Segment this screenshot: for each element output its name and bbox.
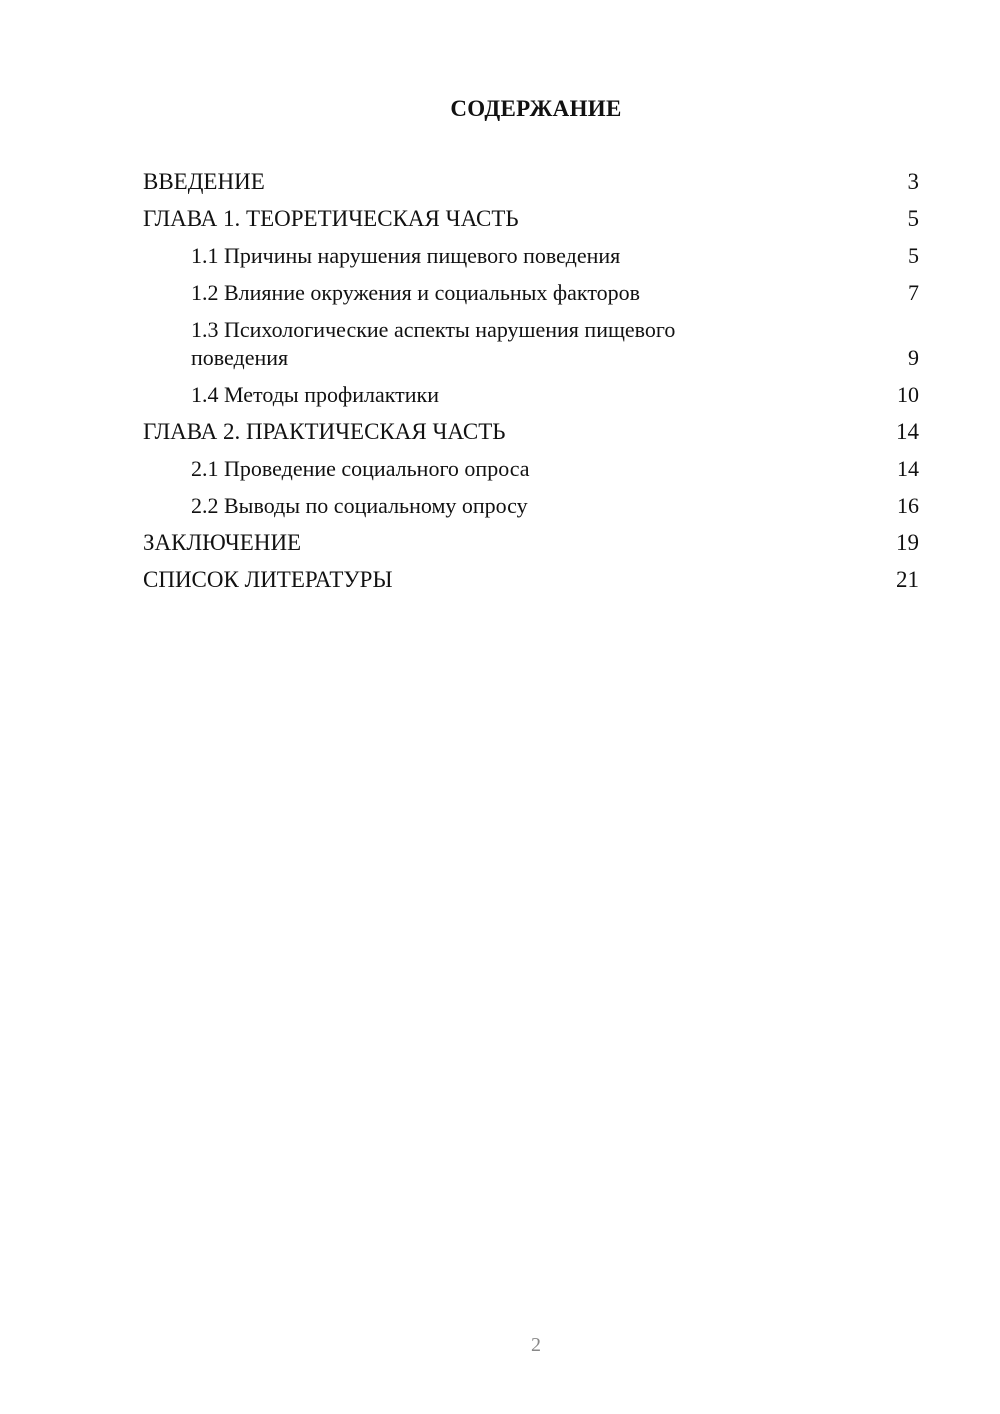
toc-entry-page: 10: [897, 382, 919, 407]
toc-entry: [143, 529, 919, 557]
toc-entry: [143, 279, 919, 307]
toc-entry-page: 9: [908, 345, 919, 370]
toc-entry: [143, 381, 919, 409]
toc-entry-text: 2.1 Проведение социального опроса: [191, 456, 530, 481]
toc-entry-page: 19: [896, 530, 919, 555]
toc-entry: [143, 242, 919, 270]
toc-entry-text: 2.2 Выводы по социальному опросу: [191, 493, 528, 518]
toc-entry-text: 1.1 Причины нарушения пищевого поведения: [191, 243, 621, 268]
toc-entry-text: 1.3 Психологические аспекты нарушения пищевого поведения: [191, 317, 676, 370]
toc-entry: [143, 492, 919, 520]
toc-entry-page: 3: [907, 169, 919, 194]
toc-entry-text: СПИСОК ЛИТЕРАТУРЫ: [143, 567, 393, 592]
toc-entry-page: 5: [908, 243, 919, 268]
toc-entry: [143, 316, 919, 372]
toc-entry-text: ГЛАВА 1. ТЕОРЕТИЧЕСКАЯ ЧАСТЬ: [143, 206, 519, 231]
table-of-contents: [143, 168, 919, 603]
toc-entry: [143, 418, 919, 446]
toc-entry-text: 1.2 Влияние окружения и социальных факторов: [191, 280, 641, 305]
toc-entry: [143, 205, 919, 233]
toc-entry-text: 1.4 Методы профилактики: [191, 382, 439, 407]
toc-entry-page: 16: [897, 493, 919, 518]
toc-entry: [143, 455, 919, 483]
page-number: 2: [531, 1334, 541, 1356]
toc-entry-text: ГЛАВА 2. ПРАКТИЧЕСКАЯ ЧАСТЬ: [143, 419, 506, 444]
toc-entry: [143, 566, 919, 594]
toc-entry-page: 7: [908, 280, 919, 305]
toc-entry-page: 21: [896, 567, 919, 592]
toc-entry-text: ВВЕДЕНИЕ: [143, 169, 265, 194]
toc-entry-page: 5: [907, 206, 919, 231]
toc-entry-page: 14: [897, 456, 919, 481]
page-title: СОДЕРЖАНИЕ: [450, 96, 622, 121]
toc-entry-text: ЗАКЛЮЧЕНИЕ: [143, 530, 302, 555]
toc-entry-page: 14: [896, 419, 919, 444]
toc-entry: [143, 168, 919, 196]
